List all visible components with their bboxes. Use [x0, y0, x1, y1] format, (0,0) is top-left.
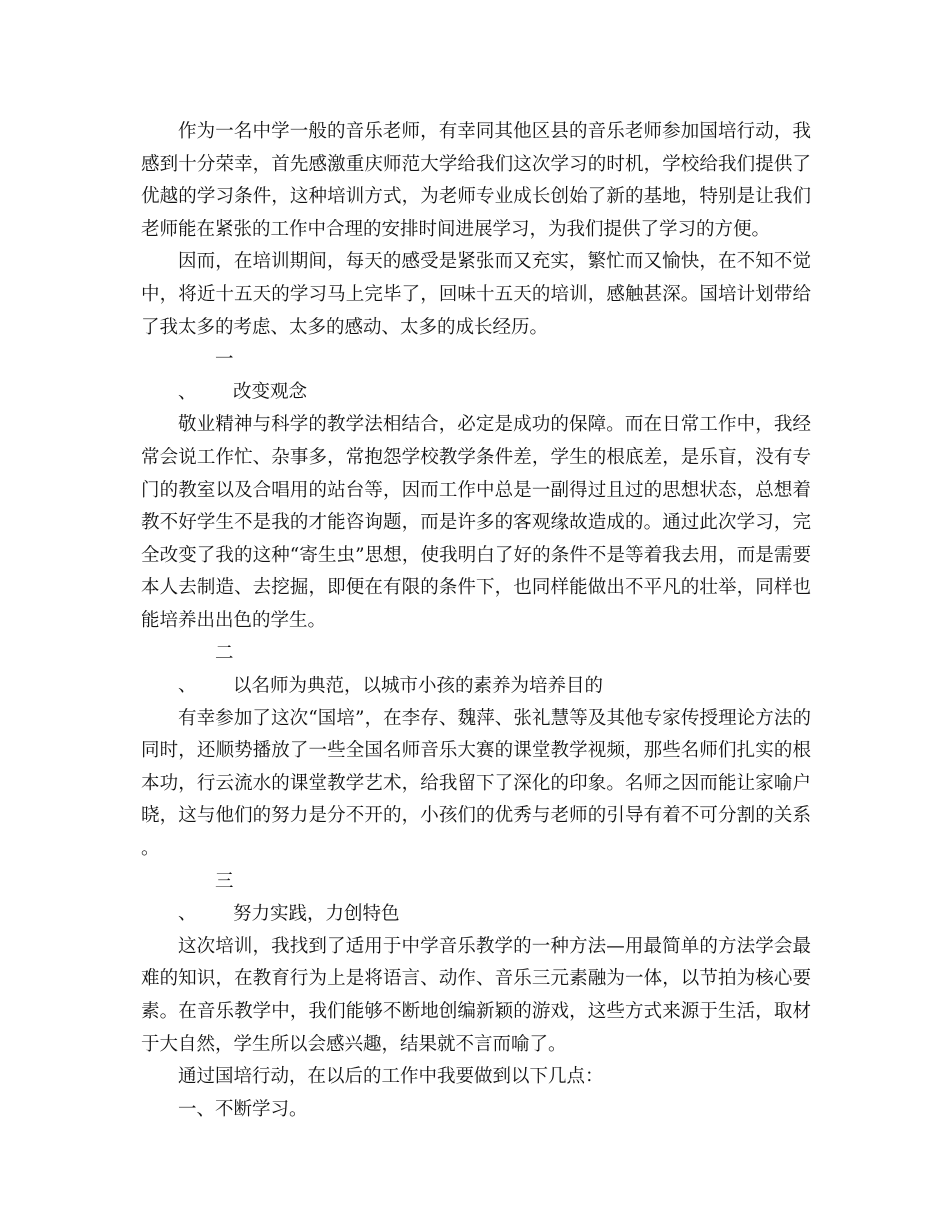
document-body [141, 116, 811, 1126]
closing-item-1: 一、不断学习。 [178, 1098, 308, 1120]
section-title-2: 以名师为典范，以城市小孩的素养为培养目的 [233, 675, 604, 697]
section-body-3: 这次培训，我找到了适用于中学音乐教学的一种方法—用最简单的方法学会最难的知识，在教育行为上是将语言、动作、音乐三元素融为一体，以节拍为核心要素。在音乐教学中，我们能够不断地创编新颖的游戏，这些方式来源于生活，取材于大自然，学生所以会感兴趣，结果就不言而喻了。 [141, 935, 811, 1055]
section-body-2: 有幸参加了这次“国培”，在李存、魏萍、张礼慧等及其他专家传授理论方法的同时，还顺势播放了一些全国名师音乐大赛的课堂教学视频，那些名师们扎实的根本功，行云流水的课堂教学艺术，给我留下了深化的印象。名师之因而能让家喻户晓，这与他们的努力是分不开的，小孩们的优秀与老师的引导有着不可分割的关系。 [141, 707, 811, 860]
section-title-3: 努力实践，力创特色 [233, 903, 400, 925]
section-title-1: 改变观念 [233, 381, 308, 403]
paragraph-intro-1: 作为一名中学一般的音乐老师，有幸同其他区县的音乐老师参加国培行动，我感到十分荣幸，首先感激重庆师范大学给我们这次学习的时机，学校给我们提供了优越的学习条件，这种培训方式，为老师专业成长创始了新的基地，特别是让我们老师能在紧张的工作中合理的安排时间进展学习，为我们提供了学习的方便。 [141, 121, 811, 240]
section-number-3: 三、 [178, 870, 234, 925]
section-heading-1 [141, 344, 811, 409]
paragraph-intro-2: 因而，在培训期间，每天的感受是紧张而又充实，繁忙而又愉快，在不知不觉中，将近十五天的学习马上完毕了，回味十五天的培训，感触甚深。国培计划带给了我太多的考虑、太多的感动、太多的成长经历。 [141, 251, 811, 338]
closing-intro: 通过国培行动，在以后的工作中我要做到以下几点： [178, 1066, 604, 1088]
section-number-2: 二、 [178, 642, 234, 697]
section-body-1: 敬业精神与科学的教学法相结合，必定是成功的保障。而在日常工作中，我经常会说工作忙、杂事多，常抱怨学校教学条件差，学生的根底差，是乐盲，没有专门的教室以及合唱用的站台等，因而工作中总是一副得过且过的思想状态，总想着教不好学生不是我的才能咨询题，而是许多的客观缘故造成的。通过此次学习，完全改变了我的这种“寄生虫”思想，使我明白了好的条件不是等着我去用，而是需要本人去制造、去挖掘，即便在有限的条件下，也同样能做出不平凡的壮举，同样也能培养出出色的学生。 [141, 414, 811, 631]
section-number-1: 一、 [178, 349, 234, 403]
section-heading-2 [141, 638, 811, 703]
section-heading-3 [141, 866, 811, 931]
